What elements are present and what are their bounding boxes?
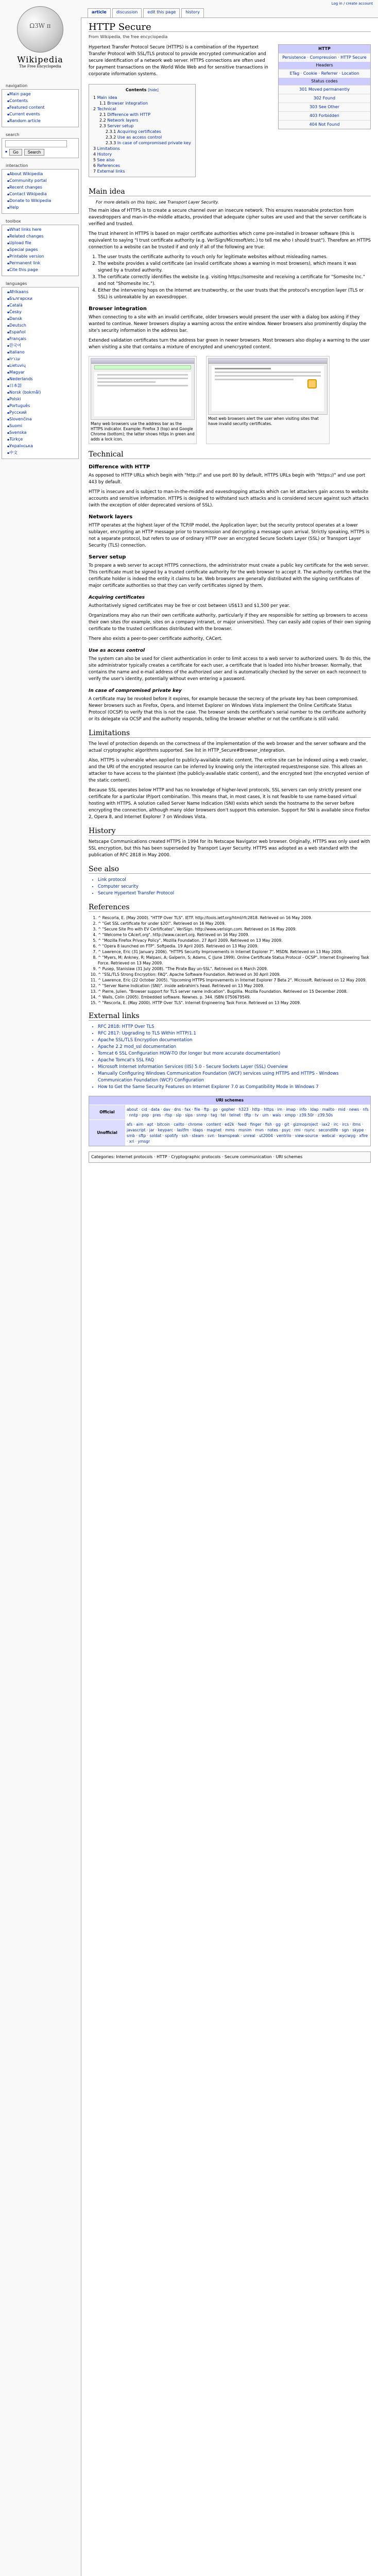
see-also-list <box>98 877 371 897</box>
navbox-row-official <box>89 1105 370 1120</box>
page-tabs <box>88 8 204 18</box>
search-input[interactable] <box>5 140 67 147</box>
thumb-invalid-cert[interactable] <box>206 356 330 444</box>
languages-heading: languages <box>6 281 27 286</box>
infobox-status-code[interactable]: 302 Found <box>279 94 370 103</box>
section-main-idea: Main idea <box>89 189 371 196</box>
table-of-contents <box>89 84 196 177</box>
reference-item: 15. ^ "Rescorla, E. (May 2000). HTTP Over TLS". Internet Engineering Task Force. Retrieved on 13 May 2009. <box>98 1000 371 1006</box>
navbox-row-unofficial <box>89 1120 370 1146</box>
navbox-title[interactable]: URI schemes <box>89 1096 370 1105</box>
language-item[interactable]: ▪ Español <box>7 329 76 336</box>
browser-p2: Extended validation certificates turn the address bar green in newer browsers. Most browsers also display a warning to the user when visiting a site that contains a mixture of encrypted and unencrypted content. <box>89 338 370 350</box>
main-idea-p2: The trust inherent in HTTPS is based on major certificate authorities which come pre-installed in browser software (this is equivalent to saying "I trust certificate authority (e.g. VeriSign/Microsoft/etc.) to tell me who I should trust"). Therefore an HTTPS connection to a website can be trusted if and only if all of the following are true: <box>89 231 371 250</box>
reference-item: 11. ^ Lawrence, Eric (22 October 2005). "Upcoming HTTPS Improvements in Internet Explorer 7 Beta 2". Microsoft. Retrieved on 12 May 2009. <box>98 977 371 983</box>
language-item[interactable]: ▪ Nederlands <box>7 376 76 383</box>
toolbox-item[interactable]: ▪ What links here <box>7 227 76 233</box>
toolbox-item[interactable]: ▪ Related changes <box>7 233 76 240</box>
interaction-item[interactable]: ▪ Donate to Wikipedia <box>7 198 76 205</box>
language-item[interactable]: ▪ עברית <box>7 356 76 363</box>
language-item[interactable]: ▪ Dansk <box>7 316 76 323</box>
toc-item[interactable]: 2.3 Server setup <box>99 124 134 128</box>
interaction-heading: interaction <box>6 163 28 168</box>
toc-item[interactable]: 2.3.2 Use as access control <box>106 135 162 140</box>
priv-p1: A certificate may be revoked before it expires, for example because the secrecy of the private key has been compromised. Newer browsers such as Firefox, Opera, and Internet Explorer on Windows Vista implement the Online Certificate Status Protocol (OCSP) to verify that this is not the case. The browser sends the certificate's serial number to the certificate authority or its delegate via OCSP and the authority responds, telling the browser whether or not the certificate is still valid. <box>89 697 366 722</box>
language-item[interactable]: ▪ Suomi <box>7 423 76 430</box>
search-portlet <box>2 131 79 158</box>
infobox-persistence[interactable]: Persistence · Compression · HTTP Secure <box>279 53 370 62</box>
language-item[interactable]: ▪ Deutsch <box>7 323 76 329</box>
toolbox-item[interactable]: ▪ Printable version <box>7 253 76 260</box>
category-links[interactable]: Categories: Internet protocols · HTTP · Cryptographic protocols · Secure communication · URI schemes <box>89 1151 371 1163</box>
page-title: HTTP Secure <box>89 24 371 32</box>
server-p1: To prepare a web server to accept HTTPS connections, the administrator must create a public key certificate for the web server. This certificate must be signed by a trusted certificate authority for the web browser to accept it. The authority certifies that the certificate holder is indeed the entity it claims to be. Web browsers are generally distributed with the signing certificates of major certificate authorities so that they can verify certificates signed by them. <box>89 563 371 588</box>
toolbox-item[interactable]: ▪ Special pages <box>7 247 76 253</box>
browser-p1: When connecting to a site with an invalid certificate, older browsers would present the user with a dialog box asking if they wanted to continue. Newer browsers display a warning across the entire window. Newer browsers also prominently display the site's security information in the address bar. <box>89 315 367 333</box>
language-item[interactable]: ▪ Slovenčina <box>7 416 76 423</box>
language-item[interactable]: ▪ Lietuvių <box>7 363 76 369</box>
navbox-label-official: Official <box>89 1105 125 1120</box>
navbox-unofficial-links[interactable]: afs · aim · apt · bitcoin · callto · chrome · content · ed2k · feed · finger · fish · gg · git · gizmoproject · iax2 · irc · ircs · itms · javascript · jar · keyparc · lastfm · ldaps · magnet · mms · msnim · mvn · notes · psyc · rmi · rsync · secondlife · sgn · skype · smb · sftp · soldat · spotify · ssh · steam · svn · teamspeak · unreal · ut2004 · ventrilo · view-source · webcal · wyciwyg · xfire · xri · ymsgr <box>125 1120 370 1146</box>
language-item[interactable]: ▪ Polski <box>7 396 76 403</box>
languages-list <box>2 287 79 459</box>
language-item[interactable]: ▪ Magyar <box>7 369 76 376</box>
search-button[interactable]: Search <box>24 149 44 156</box>
external-link-item[interactable]: • How to Get the Same Security Features on Internet Explorer 7.0 as Compatibility Mode in Windows 7 <box>98 1084 371 1091</box>
reference-item: 8. ^ "Myers, M; Ankney, R; Malpani, A; Galperin, S; Adams, C (June 1999). Online Certificate Status Protocol - OCSP". Internet Engineering Task Force. Retrieved on 13 May 2009. <box>98 955 371 966</box>
intro-paragraph: Hypertext Transfer Protocol Secure (HTTPS) is a combination of the Hypertext Transfer Protocol with SSL/TLS protocol to provide encrypted communication and secure identification of a network web server. HTTPS connections are often used for payment transactions on the World Wide Web and for sensitive transactions in corporate information systems. <box>89 45 268 77</box>
section-browser-integration: Browser integration <box>89 306 147 312</box>
language-item[interactable]: ▪ Català <box>7 302 76 309</box>
sidebar <box>2 82 79 463</box>
lim-p2: Also, HTTPS is vulnerable when applied to publicly-available static content. The entire site can be indexed using a web crawler, and the URI of the encrypted resource can be inferred by knowing only the intercepted request/response size. This allows an attacker to have access to the plaintext (the publicly-available static content), and the encrypted text (the encrypted version of the static content). <box>89 758 369 783</box>
language-item[interactable]: ▪ Português <box>7 403 76 410</box>
languages-portlet <box>2 280 79 459</box>
toc-list <box>93 95 191 174</box>
navbox-official-links[interactable]: about · cid · data · dav · dns · fax · file · ftp · go · gopher · h323 · http · https · im · imap · info · ldap · mailto · mid · news · nfs · nntp · pop · pres · rtsp · sip · sips · snmp · tag · tel · telnet · tftp · tv · urn · wais · xmpp · z39.50r · z39.50s <box>125 1105 370 1120</box>
section-history: History <box>89 828 371 836</box>
external-link-item[interactable]: • RFC 2818: HTTP Over TLS <box>98 1024 371 1030</box>
toc-item[interactable]: 1 Main idea <box>93 95 117 100</box>
toc-heading: Contents <box>125 88 147 92</box>
section-network-layers: Network layers <box>89 514 133 520</box>
section-limitations: Limitations <box>89 730 371 738</box>
interaction-list <box>2 169 79 214</box>
lim-p3: Because SSL operates below HTTP and has no knowledge of higher-level protocols, SSL servers can only strictly present one certificate for a particular IP/port combination. This means that, in most cases, it is not feasible to use name-based virtual hosting with HTTPS. A solution called Server Name Indication (SNI) exists which sends the hostname to the server before encrypting the connection, although many older browsers don't support this extension. Support for SNI is available since Firefox 2, Opera 8, and Internet Explorer 7 on Windows Vista. <box>89 788 370 820</box>
language-item[interactable]: ▪ 中文 <box>7 450 76 456</box>
acq-p2: Organizations may also run their own certificate authority, particularly if they are responsible for setting up browsers to access their own sites (for example, sites on a company intranet, or major universities). They can easily add copies of their own signing certificate to the trusted certificates distributed with the browser. <box>89 613 371 632</box>
language-item[interactable]: ▪ Türkçe <box>7 436 76 443</box>
nav-item[interactable]: ▪ Featured content <box>7 105 76 111</box>
reference-item: 4. ^ "Welcome to CAcert.org". http://www.cacert.org. Retrieved on 16 May 2009. <box>98 932 371 938</box>
acl-p1: The system can also be used for client authentication in order to limit access to a web server to authorized users. To do this, the site administrator typically creates a certificate for each user, a certificate that is loaded into his/her browser. Normally, that contains the name and e-mail address of the authorized user and is automatically checked by the server on each reconnect to verify the user's identity, potentially without even entering a password. <box>89 656 371 682</box>
main-idea-item: 2. The website provides a valid certificate (an invalid certificate shows a warning in most browsers), which means it was signed by a trusted authority. <box>98 261 371 274</box>
external-link-item[interactable]: • Microsoft Internet Information Services (IIS) 5.0 - Secure Sockets Layer (SSL) Overview <box>98 1064 371 1071</box>
toc-item[interactable]: 7 External links <box>93 169 125 174</box>
nav-item[interactable]: ▪ Random article <box>7 118 76 125</box>
infobox-status-code[interactable]: 404 Not Found <box>279 120 370 129</box>
main-idea-item: 4. Either the intervening hops on the Internet are trustworthy, or the user trusts that the protocol's encryption layer (TLS or SSL) is unbreakable by an eavesdropper. <box>98 287 371 301</box>
infobox-status-code[interactable]: 403 Forbidden <box>279 111 370 120</box>
hist-p1: Netscape Communications created HTTPS in 1994 for its Netscape Navigator web browser. Originally, HTTPS was only used with SSL encryption, but this has been superseded by Transport Layer Security. HTTPS was adopted as a web standard with the publication of RFC 2818 in May 2000. <box>89 839 370 858</box>
see-also-item[interactable]: • Link protocol <box>98 877 371 884</box>
language-item[interactable]: ▪ Česky <box>7 309 76 316</box>
go-button[interactable]: ▪ Go <box>9 149 22 156</box>
reference-item: 9. ^ Pusep, Stanislaw (31 July 2008). "The Pirate Bay un-SSL". Retrieved on 6 March 2009. <box>98 966 371 972</box>
toolbox-heading: toolbox <box>6 219 21 224</box>
tab-edit[interactable]: edit this page <box>143 8 180 18</box>
section-technical: Technical <box>89 451 371 459</box>
infobox-title[interactable]: HTTP <box>279 45 370 53</box>
language-item[interactable]: ▪ Norsk (bokmål) <box>7 389 76 396</box>
http-infobox <box>278 44 371 129</box>
toc-item[interactable]: 3 Limitations <box>93 146 120 151</box>
infobox-status-codes <box>279 85 370 129</box>
toc-title <box>93 87 191 93</box>
nav-portlet <box>2 82 79 127</box>
reference-item: 13. ^ Pierre, Julien. "Browser support for TLS server name indication". Bugzilla. Mozilla Foundation. Retrieved on 15 December 2008. <box>98 989 371 994</box>
language-item[interactable]: ▪ Svenska <box>7 430 76 436</box>
nav-item[interactable]: ▪ Main page <box>7 91 76 98</box>
toc-item[interactable]: 2.3.3 In case of compromised private key <box>106 141 191 145</box>
reference-item: 5. ^ "Mozilla Firefox Privacy Policy". Mozilla Foundation. 27 April 2009. Retrieved on 13 May 2009. <box>98 938 371 943</box>
tab-article[interactable]: article <box>88 8 111 18</box>
lim-p1: The level of protection depends on the correctness of the implementation of the web browser and the server software and the actual cryptographic algorithms supported. See list in HTTP_Secure#Browser_integration. <box>89 741 366 753</box>
main-idea-p1: The main idea of HTTPS is to create a secure channel over an insecure network. This ensures reasonable protection from eavesdroppers and man-in-the-middle attacks, provided that adequate cipher suites are used and that the server certificate is verified and trusted. <box>89 208 367 227</box>
interaction-item[interactable]: ▪ About Wikipedia <box>7 171 76 178</box>
toc-item[interactable]: 2.3.1 Acquiring certificates <box>106 129 161 134</box>
language-item[interactable]: ▪ 한국어 <box>7 343 76 349</box>
main-idea-item: 1. The user trusts the certificate authority to vouch only for legitimate websites without misleading names. <box>98 254 371 261</box>
reference-item: 3. ^ "Secure Site Pro with EV Certificates". VeriSign. http://www.verisign.com. Retrieved on 16 May 2009. <box>98 926 371 932</box>
uri-schemes-navbox <box>89 1096 371 1146</box>
external-link-item[interactable]: • Manually Configuring Windows Communication Foundation (WCF) services using HTTPS and HTTPS - Windows Communication Foundation (WCF) Configuration <box>98 1071 371 1084</box>
toolbox-item[interactable]: ▪ Cite this page <box>7 267 76 274</box>
infobox-header-items[interactable]: ETag · Cookie · Referrer · Location <box>279 69 370 78</box>
wikipedia-logo[interactable] <box>4 2 76 79</box>
language-item[interactable]: ▪ 日本語 <box>7 383 76 389</box>
login-link[interactable]: Log in / create account <box>331 2 373 6</box>
net-p1: HTTP operates at the highest layer of the TCP/IP model, the Application layer; but the security protocol operates at a lower sublayer, encrypting an HTTP message prior to transmission and decrypting a message upon arrival. Strictly speaking, HTTPS is not a separate protocol, but refers to use of ordinary HTTP over an encrypted Secure Sockets Layer (SSL) or Transport Layer Security (TLS) connection. <box>89 523 370 548</box>
puzzle-globe-icon <box>17 6 63 53</box>
site-subtitle: From Wikipedia, the free encyclopedia <box>89 35 168 39</box>
toc-item[interactable]: 4 History <box>93 152 112 157</box>
acq-p1: Authoritatively signed certificates may be free or cost between US$13 and $1,500 per year. <box>89 603 290 608</box>
external-link-item[interactable]: • Tomcat 6 SSL Configuration HOW-TO (for longer but more accurate documentation) <box>98 1050 371 1057</box>
section-access-control: Use as access control <box>89 648 145 653</box>
toc-item[interactable]: 1.1 Browser integration <box>99 101 148 106</box>
section-see-also: See also <box>89 866 371 874</box>
toc-item[interactable]: 5 See also <box>93 158 115 162</box>
main-idea-list <box>98 254 371 301</box>
search-body <box>2 138 79 158</box>
reference-item: 10. ^ "SSL/TLS Strong Encryption: FAQ". Apache Software Foundation. Retrieved on 30 April 2009. <box>98 972 371 977</box>
logo-wordmark: Wikipedia <box>17 55 63 64</box>
acq-p3: There also exists a peer-to-peer certificate authority, CACert. <box>89 636 222 641</box>
section-difference-http: Difference with HTTP <box>89 464 150 470</box>
section-compromised-key: In case of compromised private key <box>89 688 182 693</box>
see-also-item[interactable]: • Computer security <box>98 884 371 890</box>
main-idea-item: 3. The certificate correctly identifies the website (e.g. visiting https://somesite and receiving a certificate for "Somesite Inc." and not "Shomesite Inc."). <box>98 274 371 287</box>
toolbox-item[interactable]: ▪ Permanent link <box>7 260 76 267</box>
tab-history[interactable]: history <box>181 8 204 18</box>
thumb-address-bar[interactable] <box>89 356 197 444</box>
infobox-status-heading: Status codes <box>279 78 370 85</box>
reference-item: 7. ^ Lawrence, Eric (31 January 2006). "HTTPS Security Improvements in Internet Explorer 7". MSDN. Retrieved on 13 May 2009. <box>98 949 371 955</box>
toc-item[interactable]: 2.2 Network layers <box>99 118 139 123</box>
search-heading: search <box>6 132 20 137</box>
logo-tagline: The Free Encyclopedia <box>19 64 61 69</box>
external-link-item[interactable]: • RFC 2817: Upgrading to TLS Within HTTP/1.1 <box>98 1030 371 1037</box>
infobox-headers-heading: Headers <box>279 62 370 69</box>
reference-item: 2. ^ "Get SSL certificate for under $20!". Retrieved on 16 May 2009. <box>98 921 371 926</box>
content <box>81 18 378 2576</box>
tab-discussion[interactable]: discussion <box>112 8 142 18</box>
reference-item: 6. ^ "Opera 8 launched on FTP". Softpedia. 19 April 2005. Retrieved on 13 May 2009. <box>98 943 371 949</box>
interaction-item[interactable]: ▪ Contact Wikipedia <box>7 191 76 198</box>
external-link-item[interactable]: • Apache Tomcat's SSL FAQ <box>98 1057 371 1064</box>
see-also-item[interactable]: • Secure Hypertext Transfer Protocol <box>98 890 371 897</box>
navbox-label-unofficial: Unofficial <box>89 1120 125 1146</box>
interaction-portlet <box>2 162 79 214</box>
interaction-item[interactable]: ▪ Community portal <box>7 178 76 184</box>
address-bar-screenshot <box>91 358 195 420</box>
section-references: References <box>89 904 371 912</box>
diff-p2: HTTP is insecure and is subject to man-in-the-middle and eavesdropping attacks which can let attackers gain access to website accounts and sensitive information. HTTPS is designed to withstand such attacks and is considered secure against such attacks (with the exception of older deprecated versions of SSL). <box>89 489 369 508</box>
thumb-caption-2: Most web browsers alert the user when visiting sites that have invalid security certificates. <box>208 416 319 426</box>
toolbox-portlet <box>2 218 79 276</box>
external-links-list <box>98 1024 371 1091</box>
section-acquiring-certificates: Acquiring certificates <box>89 595 145 600</box>
language-item[interactable]: ▪ Italiano <box>7 349 76 356</box>
nav-item[interactable]: ▪ Current events <box>7 111 76 118</box>
warning-lock-icon <box>307 379 317 388</box>
language-item[interactable]: ▪ Русский <box>7 410 76 416</box>
references-list <box>98 915 371 1006</box>
toolbox-item[interactable]: ▪ Upload file <box>7 240 76 247</box>
toc-item[interactable]: 2 Technical <box>93 107 116 111</box>
invalid-cert-screenshot <box>208 358 328 415</box>
toolbox-list <box>2 225 79 276</box>
language-item[interactable]: ▪ Afrikaans <box>7 289 76 296</box>
toc-item[interactable]: 2.1 Difference with HTTP <box>99 112 151 117</box>
nav-heading: navigation <box>6 83 28 88</box>
reference-item: 12. ^ "Server Name Indication (SNI)". inside aebrahim's head. Retrieved on 13 May 2009. <box>98 983 371 989</box>
language-item[interactable]: ▪ Français <box>7 336 76 343</box>
section-server-setup: Server setup <box>89 554 126 560</box>
infobox-status-code[interactable]: 301 Moved permanently <box>279 85 370 94</box>
reference-item: 14. ^ Walls, Colin (2005). Embedded software. Newnes. p. 344. ISBN 0750679549. <box>98 994 371 1000</box>
thumbnail-row <box>89 356 371 444</box>
diff-p1: As opposed to HTTP URLs which begin with "http://" and use port 80 by default, HTTPS URLs begin with "https://" and use port 443 by default. <box>89 473 366 485</box>
thumb-caption-1: Many web browsers use the address bar as the HTTPS indicator. Example: Firefox 3 (top) and Google Chrome (bottom); the latter shows https in green and adds a lock icon. <box>91 421 195 442</box>
external-link-item[interactable]: • Apache 2.2 mod_ssl documentation <box>98 1044 371 1050</box>
external-link-item[interactable]: • Apache SSL/TLS Encryption documentation <box>98 1037 371 1044</box>
language-item[interactable]: ▪ Български <box>7 296 76 302</box>
toc-item[interactable]: 6 References <box>93 163 121 168</box>
hatnote: For more details on this topic, see Transport Layer Security. <box>96 200 219 205</box>
toc-hide-link[interactable]: [hide] <box>148 88 159 92</box>
reference-item: 1. ^ Rescorla, E. (May 2000). "HTTP Over TLS". IETF. http://tools.ietf.org/html/rfc2818. Retrieved on 16 May 2009. <box>98 915 371 921</box>
interaction-item[interactable]: ▪ Recent changes <box>7 184 76 191</box>
infobox-status-code[interactable]: 303 See Other <box>279 103 370 111</box>
nav-item[interactable]: ▪ Contents <box>7 98 76 105</box>
section-external-links: External links <box>89 1013 371 1021</box>
interaction-item[interactable]: ▪ Help <box>7 205 76 211</box>
language-item[interactable]: ▪ Українська <box>7 443 76 450</box>
nav-list <box>2 89 79 127</box>
